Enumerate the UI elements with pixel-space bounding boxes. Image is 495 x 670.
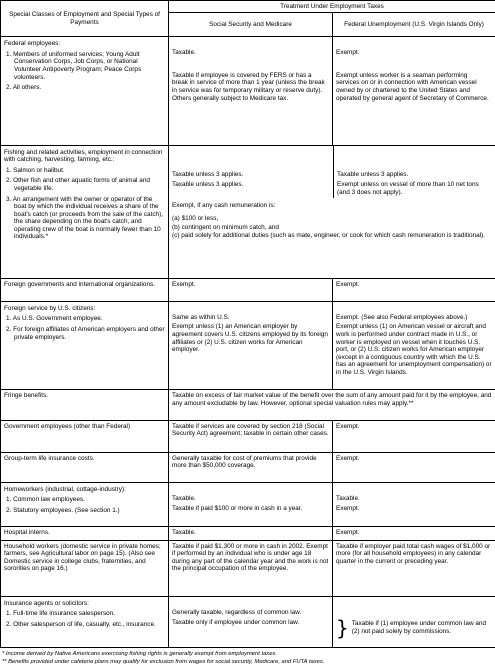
cell-federal-unemployment: Exempt. [333,527,495,540]
cell-federal-unemployment: Exempt. [333,279,495,301]
list-item: 1. Members of uniformed services; Young Adult Conservation Corps, Job Corps, or National Volunteer Antipoverty Program; Peace Corps volunteers. [6,50,142,81]
header-special-classes: Special Classes of Employment and Special Types of Payments [1,1,169,37]
row-fringe-benefits: Fringe benefits. [1,390,169,421]
cell-federal-unemployment: Exempt. [333,420,495,452]
list-item: 2. For foreign affiliates of American employers and other private employers. [6,325,165,341]
list-item: 1. Full-time life insurance salesperson. [6,610,116,618]
cell-text: Exempt unless worker is a seaman performing services on or in connection with American vessel owned by or chartered to the United States and operated by general agent of Secretary of Commerce. [336,71,489,102]
cell-text: Exempt, if any cash remuneration is: [172,202,276,210]
row-foreign-service [1,301,169,389]
cell-fringe-treatment: Taxable on excess of fair market value of the benefit over the sum of any amount paid for it by the employee, and any amount excludable by law. However, optional special valuation rules may apply.** [169,390,495,421]
table-row [1,527,495,540]
list-item: 2. Statutory employees. (See section 1.) [6,506,120,514]
cell-text: Taxable unless 3 applies. [172,181,244,189]
row-hospital-interns: Hospital interns. [1,527,169,540]
cell-text: (c) paid solely for additional duties (such as mate, engineer, or cook for which cash remuneration is traditional). [172,232,485,240]
row-group-term-life: Group-term life insurance costs. [1,452,169,482]
category-title: Homeworkers (industrial, cottage-industry): [4,485,126,493]
cell-text: Taxable if (1) employee under common law and (2) not paid solely by commissions. [351,620,487,635]
header-social-security: Social Security and Medicare [169,12,333,36]
cell-federal-unemployment [333,482,495,527]
cell-text: Exempt unless on vessel of more than 10 net tons (and 3 does not apply). [337,181,479,196]
table-row [1,301,495,389]
cell-social-security: Taxable. [169,527,333,540]
list-item: 2. Other salesperson of life, casualty, etc., insurance. [6,621,156,629]
cell-federal-unemployment [334,146,495,199]
cell-text: Exempt. [336,49,360,57]
cell-social-security: Taxable if services are covered by section 218 (Social Security Act) agreement; taxable in certain other cases. [169,420,333,452]
category-title: Federal employees: [4,40,61,48]
cell-text: Exempt. (See also Federal employees above.) [336,313,468,321]
cell-text: Taxable. [172,49,196,57]
cell-federal-unemployment [333,37,495,145]
cell-text: (b) contingent on minimum catch, and [172,223,279,231]
brace-icon: } [336,615,349,640]
cell-social-security [169,301,333,389]
table-row [1,482,495,527]
table-row [1,279,495,301]
row-homeworkers [1,482,169,527]
table-row [1,420,495,452]
brace-group [336,605,492,651]
footnote: ** Benefits provided under cafeteria plans may qualify for exclusion from wages for social security, Medicare, and FUTA taxes. [2,659,325,665]
cell-text: (a) $100 or less, [172,214,219,222]
cell-fishing-treatment [169,145,495,279]
cell-text: Taxable only if employee under common law. [172,619,300,627]
category-title: Foreign service by U.S. citizens: [4,304,96,312]
cell-text: Taxable unless 3 applies. [337,170,409,178]
header-federal-unemployment: Federal Unemployment (U.S. Virgin Islands Only) [333,12,495,36]
cell-social-security: Exempt. [169,279,333,301]
cell-text: Same as within U.S. [172,313,230,321]
list-item: 3. An arrangement with the owner or operator of the boat by which the individual receives a share of the boat's catch (or proceeds from the sale of the catch), the share depending on the boat's catch, and operating crew of the boat is normally fewer than 10 individuals.* [6,195,163,241]
cell-social-security [169,596,333,647]
cell-text: Exempt unless (1) on American vessel or aircraft and work is performed under contract made in U.S., or worker is employed on vessel when it touches U.S. port, or (2) U.S. citizen works for American employer (except in a contiguous country with which the U.S. has an agreement for unemployment compensation) or in the U.S. Virgin Islands. [336,323,492,376]
row-government-employees: Government employees (other than Federal) [1,420,169,452]
cell-text: Taxable. [172,494,196,502]
cell-federal-unemployment: Exempt. [333,452,495,482]
table-row [1,540,495,596]
row-federal-employees [1,37,169,145]
cell-text: Taxable. [336,494,360,502]
cell-text: Taxable unless 3 applies. [172,170,244,178]
list-item: 1. Salmon or halibut. [6,166,65,174]
row-household-workers: Household workers (domestic service in private homes; farmers, see Agricultural labor on page 15). (Also see Domestic service in college clubs, fraternities, and sororities on page 16.) [1,540,169,596]
cell-social-security: Taxable if paid $1,300 or more in cash in 2002. Exempt if performed by an individual who is under age 18 during any part of the calendar year and the work is not the principal occupation of the employee. [169,540,333,596]
row-insurance-agents [1,596,169,647]
category-title: Fishing and related activities, employment in connection with catching, harvesting, farming, etc.: [4,148,163,164]
table-row [1,37,495,145]
row-fishing [1,145,169,279]
cell-text: Exempt unless (1) an American employer by agreement covers U.S. citizens employed by its foreign affiliates or (2) U.S. citizen works for American employer. [172,323,328,354]
table-row [1,452,495,482]
list-item: 2. Other fish and other aquatic forms of animal and vegetable life. [6,177,150,192]
cell-social-security [169,482,333,527]
cell-federal-unemployment [333,301,495,389]
category-title: Insurance agents or solicitors: [4,599,89,607]
cell-text: Exempt. [336,505,360,513]
cell-social-security: Generally taxable for cost of premiums that provide more than $50,000 coverage. [169,452,333,482]
table-row [1,390,495,421]
cell-text: Taxable if paid $100 or more in cash in a year. [172,505,303,513]
fishing-split [169,146,495,199]
fishing-arrangement-exempt [169,198,495,241]
table-row [1,596,495,647]
cell-federal-unemployment: Taxable if employer paid total cash wages of $1,000 or more (for all household employees) in any calendar quarter in the current or preceding year. [333,540,495,596]
list-item: 1. As U.S. Government employee. [6,315,103,323]
header-treatment: Treatment Under Employment Taxes [169,1,495,13]
cell-federal-unemployment [333,596,495,647]
table-row [1,145,495,279]
list-item: 2. All others. [6,84,42,92]
cell-text: Generally taxable, regardless of common law. [172,608,302,616]
list-item: 1. Common law employees. [6,496,85,504]
row-foreign-governments: Foreign governments and international organizations. [1,279,169,301]
footnote: * Income derived by Native Americans exercising fishing rights is generally exempt from employment taxes. [2,651,277,657]
cell-social-security [169,146,334,199]
cell-social-security [169,37,333,145]
footnotes [2,650,494,666]
cell-text: Taxable if employee is covered by FERS or has a break in service of more than 1 year (unless the break in service was for temporary military or reserve duty). Others generally subject to Medicare tax. [172,71,325,102]
